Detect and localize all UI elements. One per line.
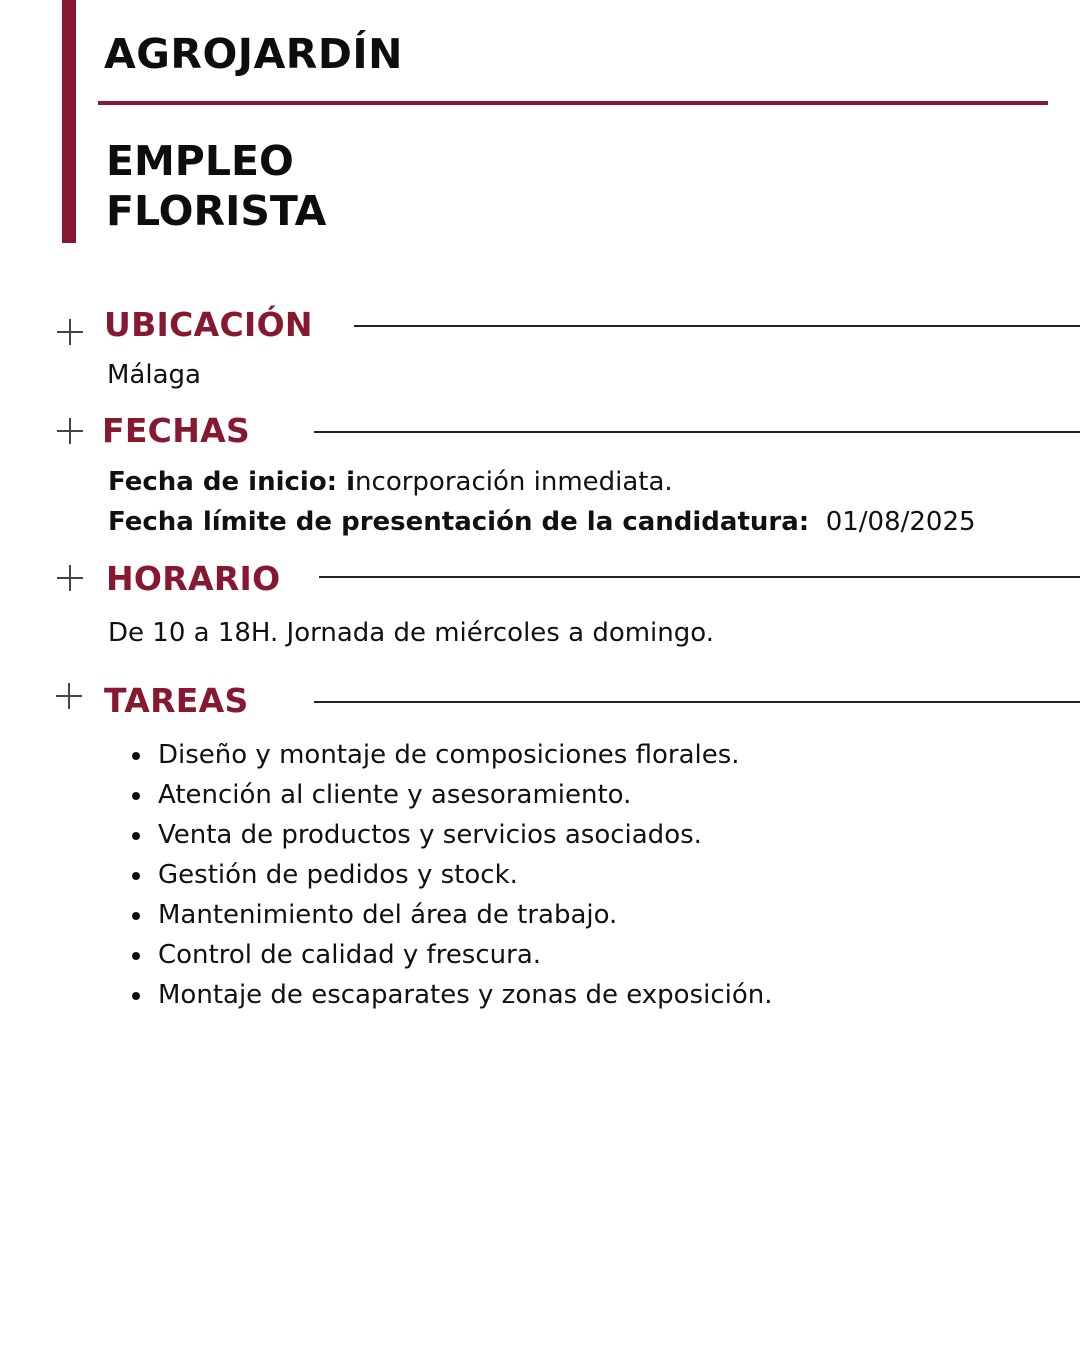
- schedule-value: De 10 a 18H. Jornada de miércoles a domingo.: [108, 618, 714, 648]
- start-date-line: [108, 467, 673, 497]
- plus-icon: [57, 319, 83, 345]
- task-text: Venta de productos y servicios asociados.: [158, 820, 702, 850]
- bullet-icon: [132, 792, 140, 800]
- location-value: Málaga: [107, 360, 201, 390]
- deadline-line: [108, 507, 976, 537]
- bullet-icon: [132, 992, 140, 1000]
- dates-divider: [314, 431, 1080, 433]
- start-date-label: Fecha de inicio: i: [108, 467, 356, 497]
- tasks-heading: TAREAS: [104, 681, 249, 720]
- task-text: Control de calidad y frescura.: [158, 940, 542, 970]
- task-text: Gestión de pedidos y stock.: [158, 860, 518, 890]
- list-item: [130, 815, 773, 855]
- accent-bar: [62, 0, 76, 243]
- list-item: [130, 775, 773, 815]
- task-text: Atención al cliente y asesoramiento.: [158, 780, 632, 810]
- bullet-icon: [132, 752, 140, 760]
- job-title-line-1: EMPLEO: [106, 137, 294, 185]
- company-divider: [98, 101, 1048, 105]
- job-title: [106, 136, 326, 236]
- start-date-value: ncorporación inmediata.: [355, 467, 673, 497]
- location-divider: [354, 325, 1080, 327]
- list-item: [130, 935, 773, 975]
- bullet-icon: [132, 952, 140, 960]
- bullet-icon: [132, 912, 140, 920]
- list-item: [130, 895, 773, 935]
- schedule-divider: [319, 576, 1080, 578]
- task-list: [130, 735, 773, 1015]
- list-item: [130, 855, 773, 895]
- location-heading: UBICACIÓN: [104, 305, 313, 344]
- deadline-value: 01/08/2025: [825, 507, 976, 537]
- bullet-icon: [132, 872, 140, 880]
- list-item: [130, 735, 773, 775]
- dates-heading: FECHAS: [102, 411, 251, 450]
- tasks-divider: [314, 701, 1080, 703]
- job-title-line-2: FLORISTA: [106, 187, 327, 235]
- company-name: AGROJARDÍN: [104, 30, 403, 78]
- task-text: Mantenimiento del área de trabajo.: [158, 900, 618, 930]
- deadline-label: Fecha límite de presentación de la candidatura:: [108, 507, 810, 537]
- bullet-icon: [132, 832, 140, 840]
- plus-icon: [57, 418, 83, 444]
- task-text: Diseño y montaje de composiciones florales.: [158, 740, 740, 770]
- plus-icon: [57, 565, 83, 591]
- plus-icon: [56, 683, 82, 709]
- schedule-heading: HORARIO: [106, 559, 281, 598]
- task-text: Montaje de escaparates y zonas de exposición.: [158, 980, 773, 1010]
- list-item: [130, 975, 773, 1015]
